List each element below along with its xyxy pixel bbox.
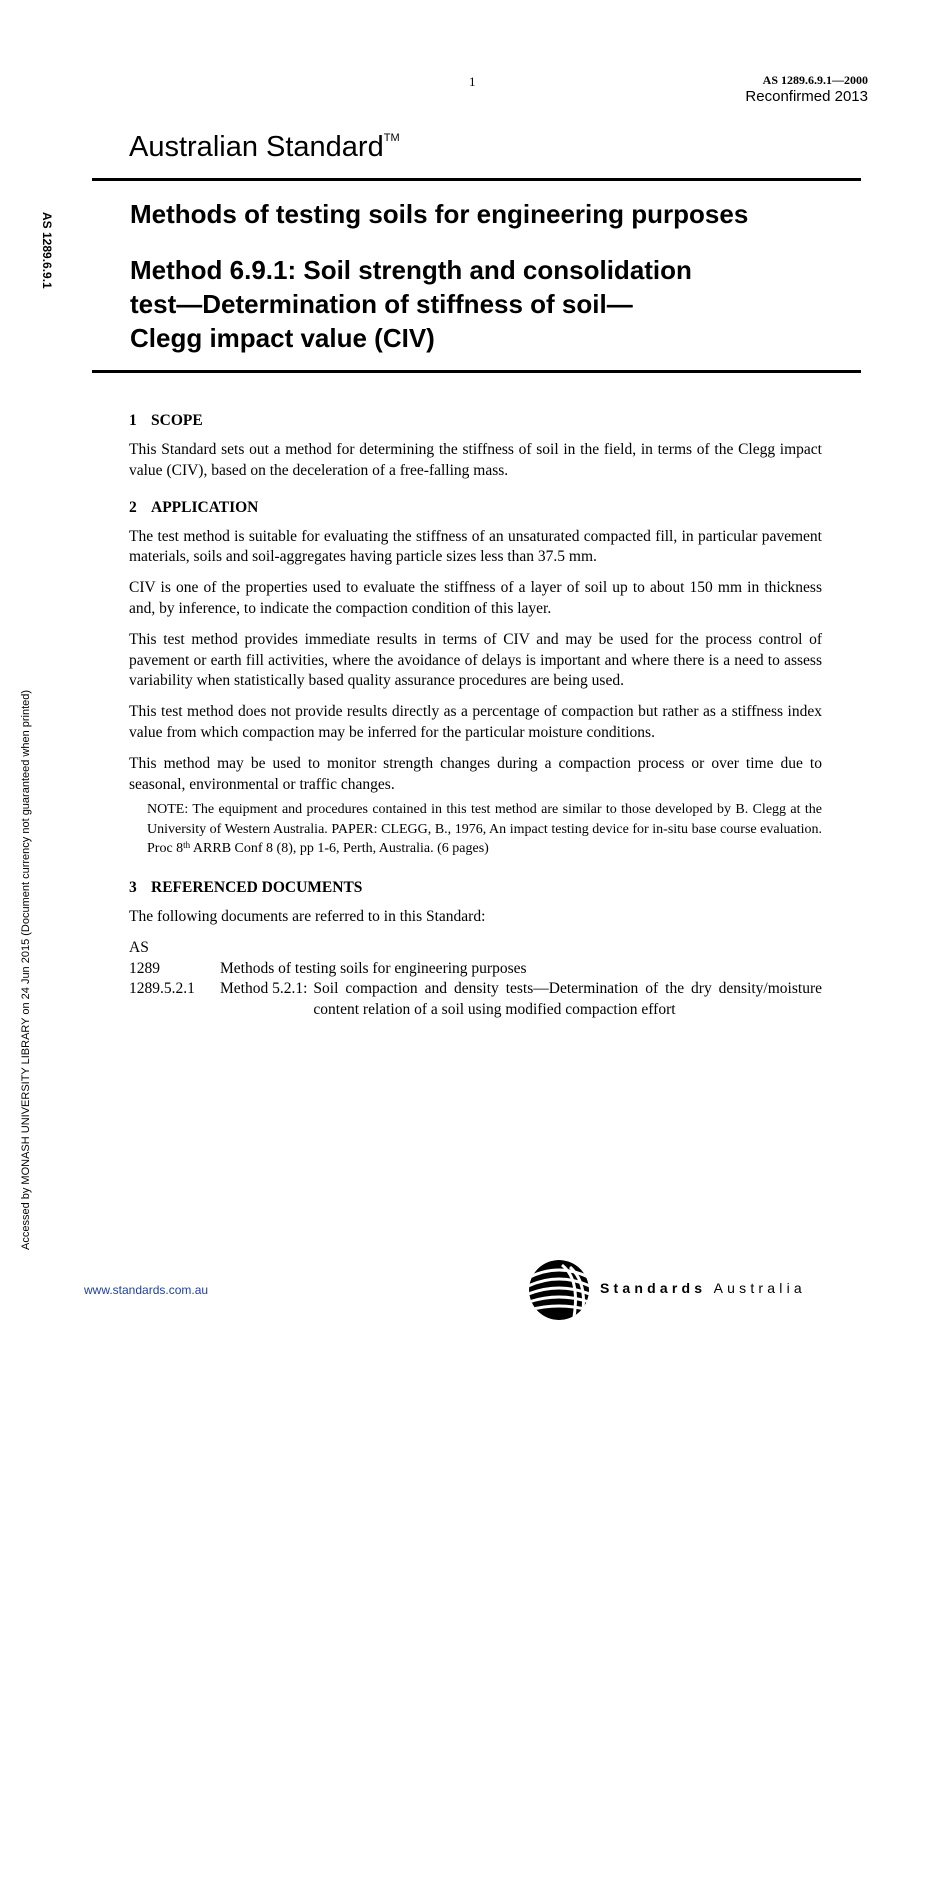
wordmark-regular: Australia: [713, 1280, 806, 1296]
reconfirmed-label: Reconfirmed 2013: [745, 88, 868, 105]
standard-type-text: Australian Standard: [129, 131, 384, 163]
section-heading-scope: [129, 411, 822, 431]
wordmark-bold: Standards: [600, 1280, 707, 1296]
section-title: SCOPE: [151, 412, 203, 429]
standards-australia-wordmark: [600, 1280, 806, 1296]
access-note-text: Accessed by MONASH UNIVERSITY LIBRARY on 24 Jun 2015 (Document currency not guaranteed when printed): [20, 689, 32, 1250]
application-note: [147, 800, 822, 858]
side-standard-code-text: AS 1289.6.9.1: [40, 212, 54, 289]
section-heading-references: [129, 878, 822, 898]
reference-row: [129, 979, 822, 1021]
reference-method-label: Method 5.2.1:: [220, 980, 308, 998]
section-number: 1: [129, 412, 137, 429]
reference-code: 1289: [129, 959, 160, 977]
application-paragraph: The test method is suitable for evaluating the stiffness of an unsaturated compacted fill, in particular pavement materials, soils and soil-aggregates having particle sizes less than 37.5 mm.: [129, 527, 822, 566]
note-text-end: ARRB Conf 8 (8), pp 1-6, Perth, Australia. (6 pages): [190, 840, 489, 856]
standard-code-header: AS 1289.6.9.1—2000: [762, 73, 868, 87]
reference-title: [220, 979, 822, 1021]
page-number: 1: [469, 74, 476, 89]
reference-code: 1289.5.2.1: [129, 980, 195, 998]
reference-group-label: AS: [129, 938, 149, 956]
method-title-line3: Clegg impact value (CIV): [130, 323, 435, 353]
note-superscript: th: [183, 839, 191, 850]
application-paragraph: This test method does not provide results directly as a percentage of compaction but rather as a stiffness index value from which compaction may be inferred for the particular moisture conditions.: [129, 703, 822, 741]
references-intro: The following documents are referred to in this Standard:: [129, 907, 486, 925]
section-number: 3: [129, 878, 137, 896]
standards-website-link[interactable]: www.standards.com.au: [84, 1283, 209, 1297]
scope-paragraph: This Standard sets out a method for determining the stiffness of soil in the field, in terms of the Clegg impact value (CIV), based on the deceleration of a free-falling mass.: [129, 441, 822, 479]
application-paragraph: This test method provides immediate results in terms of CIV and may be used for the process control of pavement or earth fill activities, where the avoidance of delays is important and where there is a need to assess variability when statistically based quality assurance procedures are being used.: [129, 630, 822, 690]
method-title: [130, 253, 830, 355]
access-note: [20, 689, 40, 1900]
application-paragraph: CIV is one of the properties used to evaluate the stiffness of a layer of soil up to about 150 mm in thickness and, by inference, to indicate the compaction condition of this layer.: [129, 579, 822, 617]
reference-row: [129, 959, 822, 980]
section-title: REFERENCED DOCUMENTS: [151, 878, 363, 896]
reference-title: Methods of testing soils for engineering purposes: [220, 959, 527, 977]
title-rule-top: [92, 178, 861, 181]
section-number: 2: [129, 498, 137, 516]
side-standard-code: [35, 212, 59, 302]
method-title-line2: test—Determination of stiffness of soil—: [130, 289, 633, 319]
reference-method-desc: Soil compaction and density tests—Determination of the dry density/moisture content relation of a soil using modified compaction effort: [313, 980, 822, 1019]
trademark-mark: TM: [383, 132, 400, 144]
standard-type-title: [129, 131, 400, 164]
section-title: APPLICATION: [151, 498, 259, 516]
method-title-line1: Method 6.9.1: Soil strength and consolidation: [130, 255, 692, 285]
standards-australia-logo-icon: [528, 1259, 590, 1321]
document-title: Methods of testing soils for engineering purposes: [130, 199, 749, 229]
note-text: NOTE: The equipment and procedures contained in this test method are similar to those developed by B. Clegg at the University of Western Australia. PAPER: CLEGG, B., 1976, An impact testing device for in-situ base course evaluation. Proc 8: [147, 802, 822, 856]
document-body: [129, 411, 822, 1021]
application-paragraph: This method may be used to monitor strength changes during a compaction process or over time due to seasonal, environmental or traffic changes.: [129, 754, 822, 793]
section-heading-application: [129, 498, 822, 518]
title-rule-bottom: [92, 370, 861, 373]
